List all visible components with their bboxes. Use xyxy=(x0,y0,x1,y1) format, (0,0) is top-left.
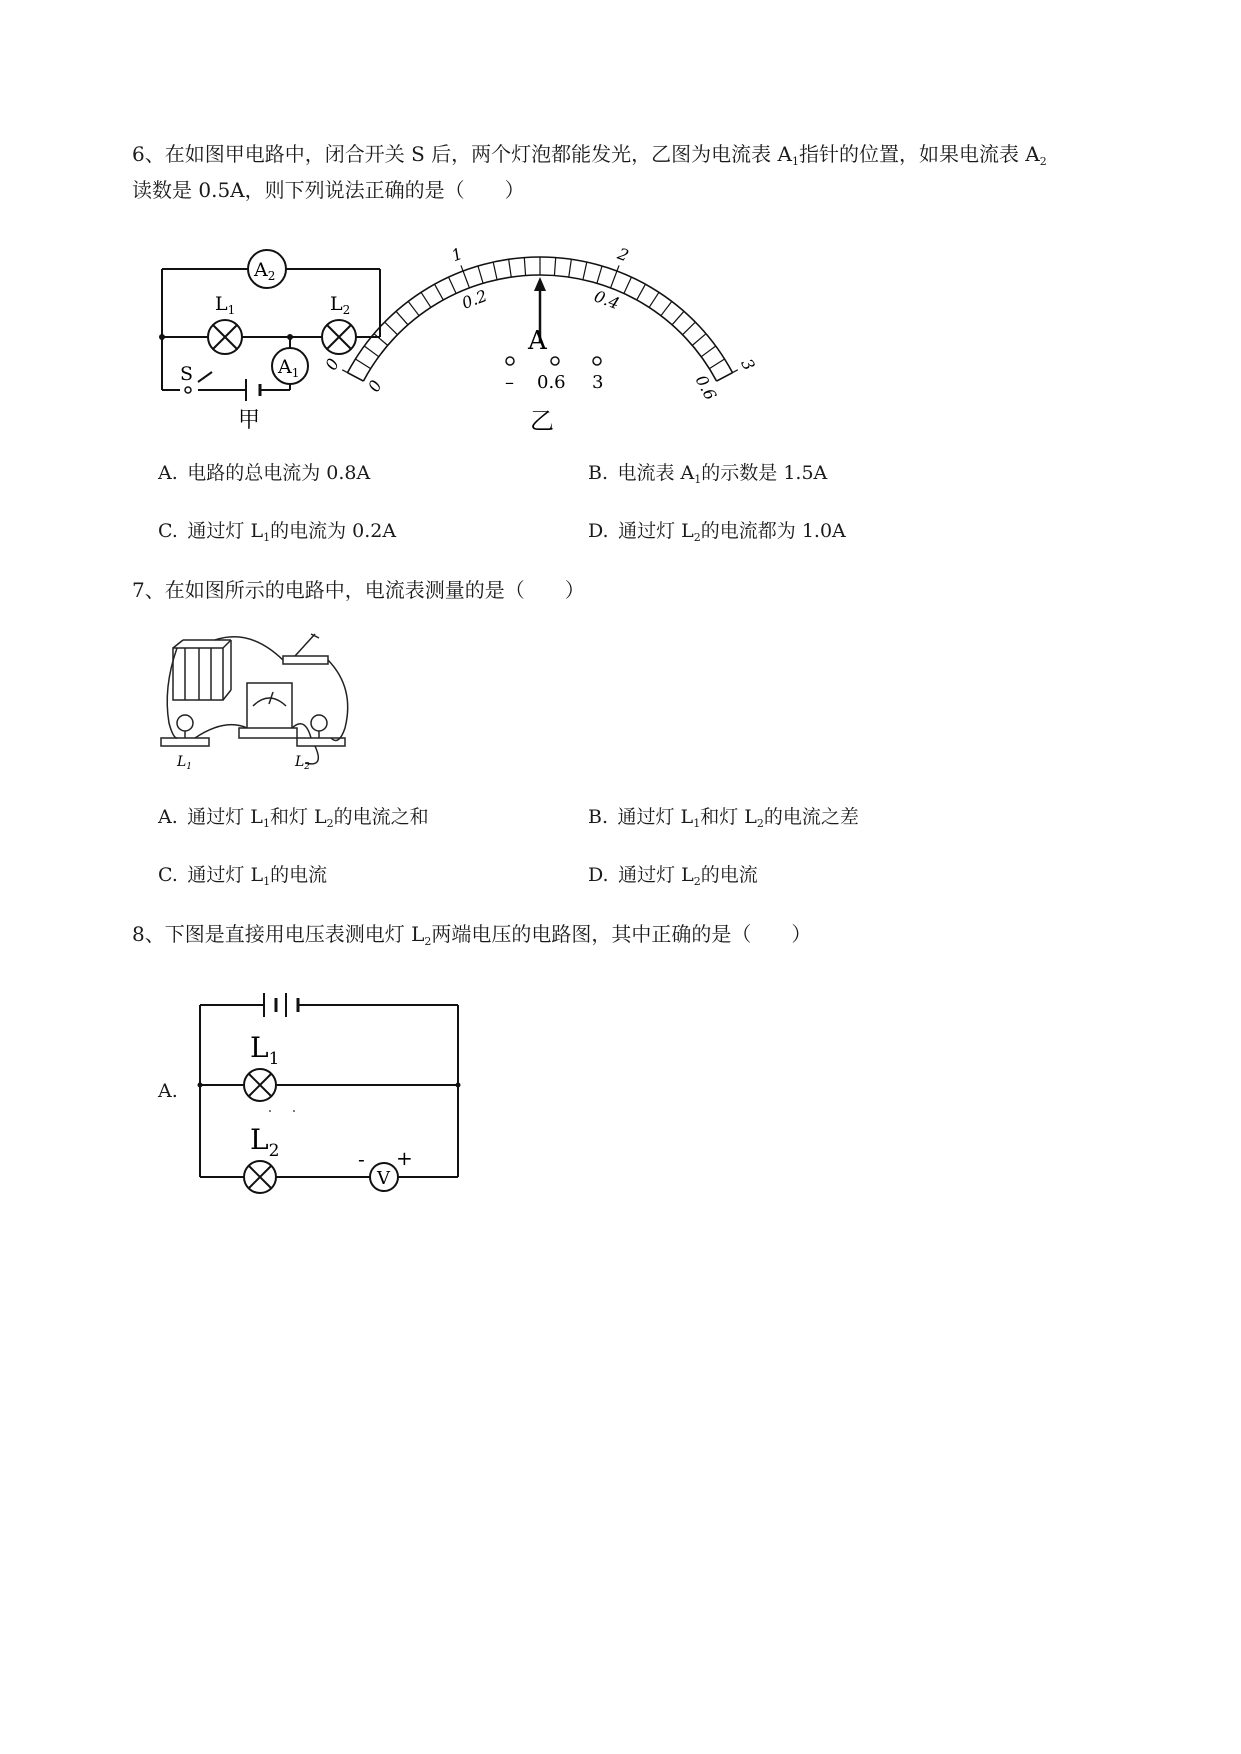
terminal-minus-icon xyxy=(506,357,514,365)
terminal-3-label: 3 xyxy=(592,372,604,393)
q6-stem-line2: 读数是 0.5A，则下列说法正确的是（ ） xyxy=(132,178,525,202)
l1-label: $L_1$ xyxy=(215,293,236,317)
dial-unit-label: A xyxy=(528,326,547,356)
dial-tick xyxy=(509,259,512,277)
dial-tick xyxy=(672,311,684,325)
q6-option-c[interactable]: C. 通过灯 $L_1$的电流为 0.2A xyxy=(158,520,397,544)
q8-l1-label: $L_1$ xyxy=(250,1031,280,1069)
q6-option-d[interactable]: D. 通过灯 $L_2$的电流都为 1.0A xyxy=(588,520,846,544)
switch-icon xyxy=(283,656,328,664)
q7-stem: 7、在如图所示的电路中，电流表测量的是（ ） xyxy=(132,578,585,602)
q7-option-a[interactable]: A. 通过灯 $L_1$和灯 $L_2$的电流之和 xyxy=(158,806,429,830)
q8-voltmeter-label: V xyxy=(377,1168,390,1189)
dial-tick xyxy=(493,262,497,280)
caption-jia: 甲 xyxy=(238,408,261,433)
q6-option-a[interactable]: A. 电路的总电流为 0.8A xyxy=(158,462,371,484)
dial-tick xyxy=(396,311,408,325)
q8-voltmeter-minus: - xyxy=(358,1147,365,1171)
dial-tick xyxy=(683,322,696,335)
dial-tick xyxy=(624,277,632,293)
terminal-3-icon xyxy=(593,357,601,365)
switch-s-label: S xyxy=(180,363,194,385)
dial-bottom-tick-label: 0.6 xyxy=(691,371,721,404)
dial-tick xyxy=(717,370,738,381)
dial-tick xyxy=(649,292,659,307)
terminal-0-6-label: 0.6 xyxy=(537,372,566,393)
dial-bottom-tick-label: 0.4 xyxy=(591,286,623,314)
lamp-l1-base-icon xyxy=(161,738,209,746)
a2-label: $A_2$ xyxy=(254,259,276,283)
q8-option-a-label: A. xyxy=(158,1080,178,1102)
q7-l2-label: $L_2$ xyxy=(295,754,311,772)
caption-yi: 乙 xyxy=(530,407,554,435)
q6-stem-line1: 6、在如图甲电路中，闭合开关 S 后，两个灯泡都能发光，乙图为电流表 $A_1$指针的位置，如果电流表 $A_2$ xyxy=(132,142,1047,168)
dial-tick xyxy=(554,258,555,276)
lamp-l2-bulb-icon xyxy=(311,715,327,731)
q8-stem: 8、下图是直接用电压表测电灯 $L_2$两端电压的电路图，其中正确的是（ ） xyxy=(132,922,812,948)
dial-tick xyxy=(524,258,525,276)
lamp-l1-bulb-icon xyxy=(177,715,193,731)
dial-bottom-tick-label: 0 xyxy=(364,377,386,395)
dial-tick xyxy=(421,292,431,307)
dial-tick xyxy=(709,359,724,369)
l2-label: $L_2$ xyxy=(330,293,351,317)
dial-tick xyxy=(569,259,572,277)
dial-tick xyxy=(692,334,706,346)
a1-label: $A_1$ xyxy=(278,356,300,380)
dial-bottom-tick-label: 0.2 xyxy=(459,285,490,313)
dial-tick xyxy=(408,301,419,315)
ammeter-icon xyxy=(247,683,292,731)
q7-option-b[interactable]: B. 通过灯 $L_1$和灯 $L_2$的电流之差 xyxy=(588,806,859,830)
q7-l1-label: $L_1$ xyxy=(177,754,193,772)
battery-box-icon xyxy=(173,648,223,700)
dial-needle-head xyxy=(534,277,546,291)
q6-circuit-diagram-jia xyxy=(150,242,390,437)
q8-l2-label: $L_2$ xyxy=(250,1123,280,1161)
dial-tick xyxy=(637,284,646,300)
terminal-minus-label: – xyxy=(505,372,514,393)
dial-tick xyxy=(597,266,602,283)
q8-voltmeter-plus: + xyxy=(396,1146,413,1170)
dial-tick xyxy=(449,277,457,293)
dial-tick xyxy=(583,262,587,280)
dial-top-tick-label: 0 xyxy=(321,355,343,374)
q7-physical-circuit-illustration xyxy=(155,628,365,773)
q6-option-b[interactable]: B. 电流表 $A_1$的示数是 1.5A xyxy=(588,462,828,486)
dial-tick xyxy=(435,284,444,300)
dial-tick xyxy=(661,301,672,315)
dial-top-tick-label: 1 xyxy=(448,243,466,266)
dial-top-tick-label: 3 xyxy=(737,355,759,374)
dial-tick xyxy=(701,346,716,357)
dial-tick xyxy=(478,266,483,283)
q7-option-d[interactable]: D. 通过灯 $L_2$的电流 xyxy=(588,864,758,888)
terminal-0-6-icon xyxy=(551,357,559,365)
q7-option-c[interactable]: C. 通过灯 $L_1$的电流 xyxy=(158,864,328,888)
dial-top-tick-label: 2 xyxy=(615,244,632,266)
q8-option-a-circuit-diagram[interactable] xyxy=(190,985,475,1200)
